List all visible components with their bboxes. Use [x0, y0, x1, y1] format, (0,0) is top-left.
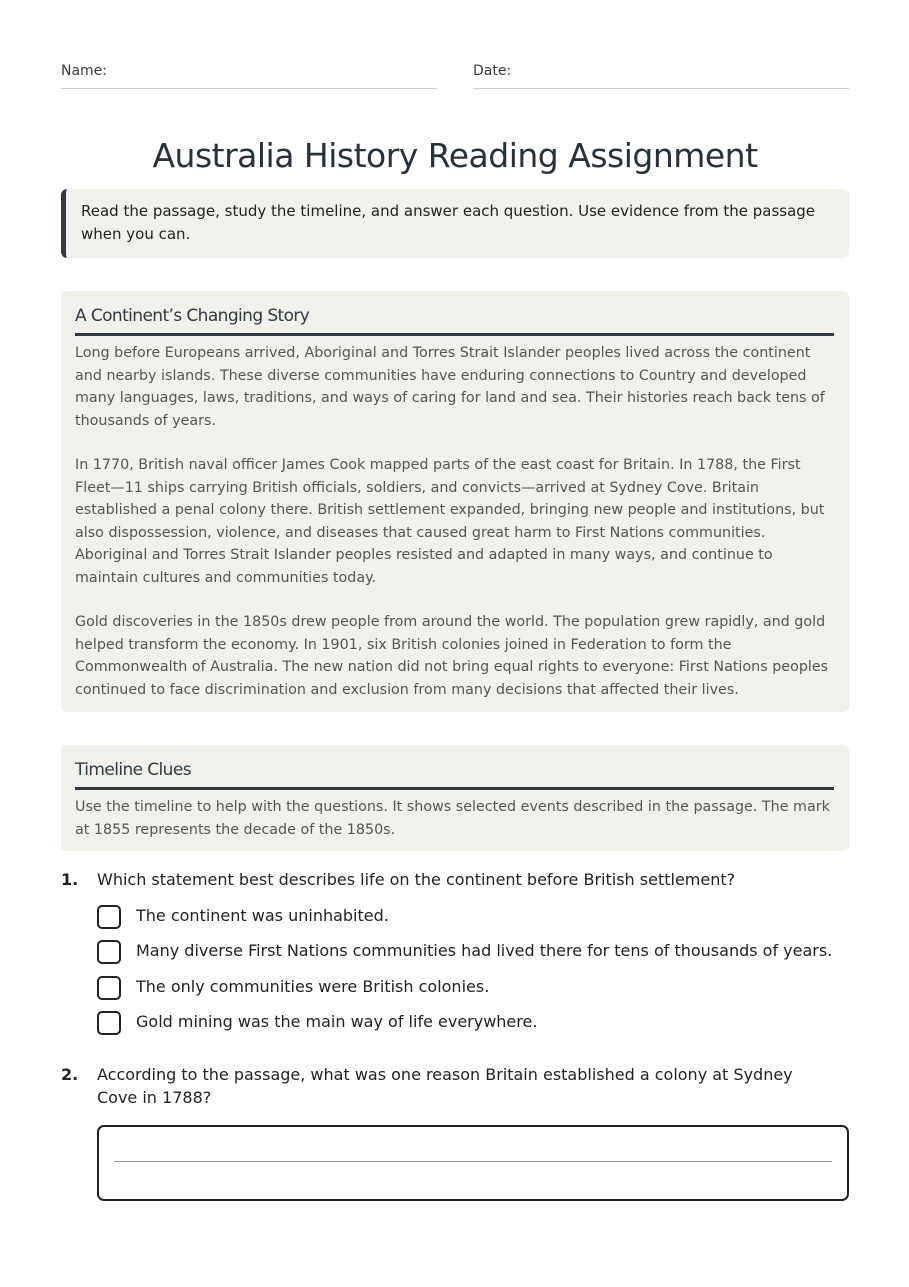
- option-label: Gold mining was the main way of life everywhere.: [136, 1012, 538, 1031]
- question-text: According to the passage, what was one reason Britain established a colony at Sydney Cove in 1788?: [97, 1065, 793, 1107]
- student-info-row: [61, 60, 849, 88]
- option-label: The continent was uninhabited.: [136, 906, 389, 925]
- page-title: Australia History Reading Assignment: [152, 136, 758, 176]
- option-label: The only communities were British colonies.: [136, 977, 490, 996]
- checkbox[interactable]: [97, 1011, 121, 1035]
- timeline-description: Use the timeline to help with the questions. It shows selected events described in the passage. The mark at 1855 represents the decade of the 1850s.: [75, 799, 830, 838]
- checkbox[interactable]: [97, 905, 121, 929]
- passage-card: [61, 291, 849, 712]
- answer-option[interactable]: [97, 976, 837, 1004]
- name-field[interactable]: [61, 60, 437, 89]
- timeline-heading: Timeline Clues: [75, 759, 834, 790]
- passage-paragraph: In 1770, British naval officer James Cook mapped parts of the east coast for Britain. In 1788, the First Fleet—11 ships carrying British officials, soldiers, and convicts—arrived at Sydney Cove. Britain established a penal colony there. British settlement expanded, bringing new people and institutions, but also dispossession, violence, and diseases that caused great harm to First Nations communities. Aboriginal and Torres Strait Islander peoples resisted and adapted in many ways, and continue to maintain cultures and communities today.: [75, 457, 825, 586]
- date-label: Date:: [473, 63, 512, 79]
- checkbox[interactable]: [97, 976, 121, 1000]
- checkbox[interactable]: [97, 940, 121, 964]
- name-label: Name:: [61, 63, 108, 79]
- answer-box[interactable]: [97, 1125, 849, 1201]
- answer-option[interactable]: [97, 1011, 837, 1039]
- question-number: 2.: [61, 1065, 79, 1084]
- answer-option[interactable]: [97, 905, 837, 933]
- passage-paragraph: Gold discoveries in the 1850s drew people from around the world. The population grew rapidly, and gold helped transform the economy. In 1901, six British colonies joined in Federation to form the Commonwealth of Australia. The new nation did not bring equal rights to everyone: First Nations peoples continued to face discrimination and exclusion from many decisions that affected their lives.: [75, 614, 829, 698]
- option-label: Many diverse First Nations communities had lived there for tens of thousands of years.: [136, 941, 833, 960]
- instructions-callout: Read the passage, study the timeline, and answer each question. Use evidence from the passage when you can.: [61, 189, 849, 258]
- question-number: 1.: [61, 870, 79, 889]
- timeline-card: [61, 745, 849, 851]
- date-field[interactable]: [473, 60, 849, 89]
- answer-line: [114, 1161, 832, 1162]
- answer-option[interactable]: [97, 940, 837, 968]
- passage-heading: A Continent’s Changing Story: [75, 305, 834, 336]
- question-text: Which statement best describes life on the continent before British settlement?: [97, 870, 736, 889]
- passage-paragraph: Long before Europeans arrived, Aboriginal and Torres Strait Islander peoples lived across the continent and nearby islands. These diverse communities have enduring connections to Country and developed many languages, laws, traditions, and ways of caring for land and sea. Their histories reach back tens of thousands of years.: [75, 345, 825, 429]
